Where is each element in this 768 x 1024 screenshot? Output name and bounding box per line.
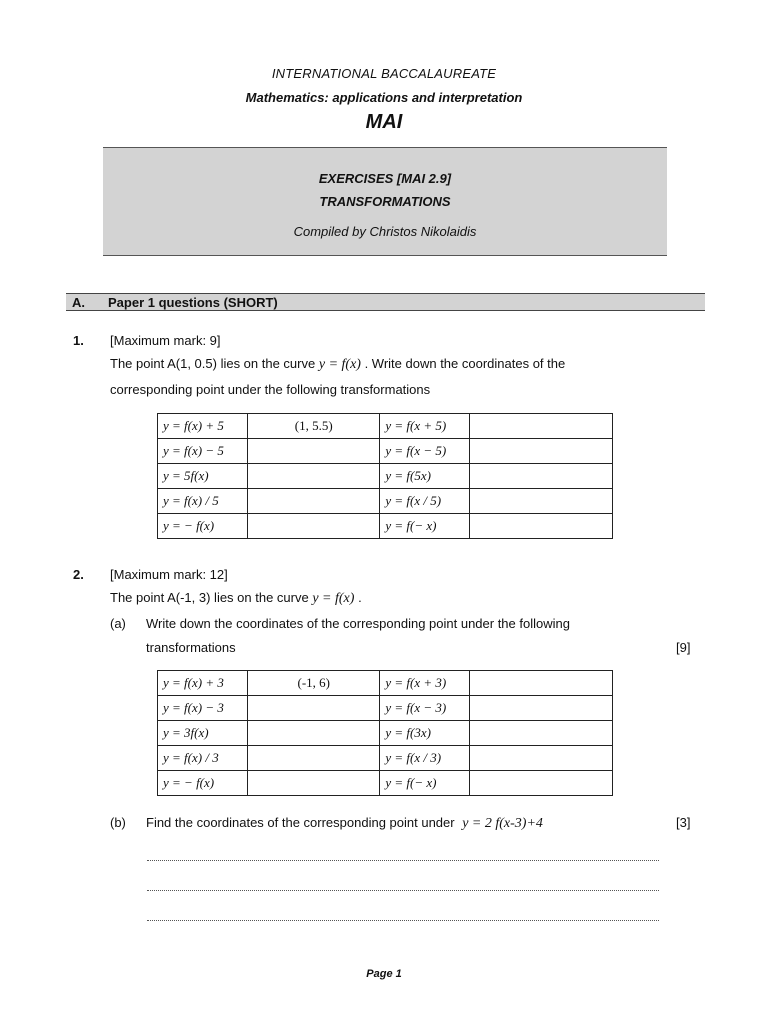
question-1-stem-end: . Write down the coordinates of the: [364, 356, 566, 371]
transformation-cell: y = f(x − 5): [380, 439, 469, 464]
answer-line[interactable]: [147, 860, 659, 861]
answer-cell[interactable]: [469, 464, 613, 489]
answer-cell[interactable]: [469, 771, 613, 796]
part-a-text-line2: transformations: [146, 640, 236, 655]
transformation-cell: y = f(x / 3): [380, 746, 469, 771]
transformation-cell: y = f(− x): [380, 514, 469, 539]
part-a-text: Write down the coordinates of the corresponding point under the following: [146, 616, 570, 631]
transformation-cell: y = − f(x): [158, 771, 248, 796]
transformation-cell: y = f(x − 3): [380, 696, 469, 721]
question-1-marks: [Maximum mark: 9]: [110, 333, 221, 348]
transformation-cell: y = − f(x): [158, 514, 248, 539]
transformation-cell: y = f(3x): [380, 721, 469, 746]
section-letter: A.: [72, 295, 85, 310]
question-1-stem-start: The point A(1, 0.5) lies on the curve: [110, 356, 316, 371]
author-line: Compiled by Christos Nikolaidis: [293, 224, 477, 239]
header-institution: INTERNATIONAL BACCALAUREATE: [271, 66, 497, 81]
question-2-stem-end: .: [358, 590, 362, 605]
answer-cell[interactable]: (1, 5.5): [248, 414, 380, 439]
transformation-cell: y = 3f(x): [158, 721, 248, 746]
answer-cell[interactable]: [248, 696, 380, 721]
part-b-text-wrap: [146, 815, 543, 832]
answer-cell[interactable]: [248, 464, 380, 489]
answer-cell[interactable]: [469, 489, 613, 514]
answer-cell[interactable]: [469, 721, 613, 746]
table-row: [158, 414, 613, 439]
table-row: [158, 721, 613, 746]
table-row: [158, 439, 613, 464]
transformation-cell: y = 5f(x): [158, 464, 248, 489]
part-b-expression: y = 2 f(x-3)+4: [462, 816, 543, 831]
answer-cell[interactable]: (-1, 6): [248, 671, 380, 696]
section-title: Paper 1 questions (SHORT): [108, 295, 278, 310]
answer-line[interactable]: [147, 890, 659, 891]
table-row: [158, 464, 613, 489]
answer-cell[interactable]: [248, 439, 380, 464]
answer-cell[interactable]: [469, 746, 613, 771]
header-course: Mathematics: applications and interpretation: [245, 90, 523, 105]
transformation-cell: y = f(x) − 5: [158, 439, 248, 464]
transformation-cell: y = f(x) − 3: [158, 696, 248, 721]
answer-cell[interactable]: [469, 696, 613, 721]
question-1-stem-line2: corresponding point under the following transformations: [110, 382, 431, 397]
answer-cell[interactable]: [469, 414, 613, 439]
answer-cell[interactable]: [469, 439, 613, 464]
answer-cell[interactable]: [248, 771, 380, 796]
table-row: [158, 671, 613, 696]
transformation-cell: y = f(x + 5): [380, 414, 469, 439]
question-1-curve: y = f(x): [318, 357, 361, 372]
table-row: [158, 746, 613, 771]
topic-title: TRANSFORMATIONS: [319, 194, 451, 209]
question-1-number: 1.: [73, 333, 84, 348]
transformation-cell: y = f(x) / 5: [158, 489, 248, 514]
question-2-stem: [110, 590, 362, 607]
table-row: [158, 696, 613, 721]
transformation-cell: y = f(− x): [380, 771, 469, 796]
header-code: MAI: [365, 111, 403, 133]
part-b-marks: [3]: [676, 815, 691, 830]
table-row: [158, 771, 613, 796]
transformation-cell: y = f(x) / 3: [158, 746, 248, 771]
section-header: [66, 293, 705, 311]
page-number: Page 1: [366, 968, 402, 980]
transformation-cell: y = f(x) + 3: [158, 671, 248, 696]
question-1-stem: [110, 356, 565, 373]
answer-line[interactable]: [147, 920, 659, 921]
question-1-table: [157, 413, 613, 539]
answer-cell[interactable]: [469, 514, 613, 539]
transformation-cell: y = f(x + 3): [380, 671, 469, 696]
table-row: [158, 489, 613, 514]
answer-cell[interactable]: [469, 671, 613, 696]
question-2-stem-start: The point A(-1, 3) lies on the curve: [110, 590, 309, 605]
answer-cell[interactable]: [248, 489, 380, 514]
part-a-marks: [9]: [676, 640, 691, 655]
title-box: [103, 147, 667, 256]
question-2-table: [157, 670, 613, 796]
question-2-curve: y = f(x): [312, 591, 355, 606]
part-b-label: (b): [110, 815, 126, 830]
part-b-text: Find the coordinates of the corresponding point under: [146, 815, 455, 830]
transformation-cell: y = f(5x): [380, 464, 469, 489]
part-a-label: (a): [110, 616, 126, 631]
transformation-cell: y = f(x) + 5: [158, 414, 248, 439]
question-2-number: 2.: [73, 567, 84, 582]
answer-cell[interactable]: [248, 746, 380, 771]
answer-cell[interactable]: [248, 721, 380, 746]
answer-cell[interactable]: [248, 514, 380, 539]
exercise-title: EXERCISES [MAI 2.9]: [318, 171, 452, 186]
transformation-cell: y = f(x / 5): [380, 489, 469, 514]
table-row: [158, 514, 613, 539]
question-2-marks: [Maximum mark: 12]: [110, 567, 228, 582]
